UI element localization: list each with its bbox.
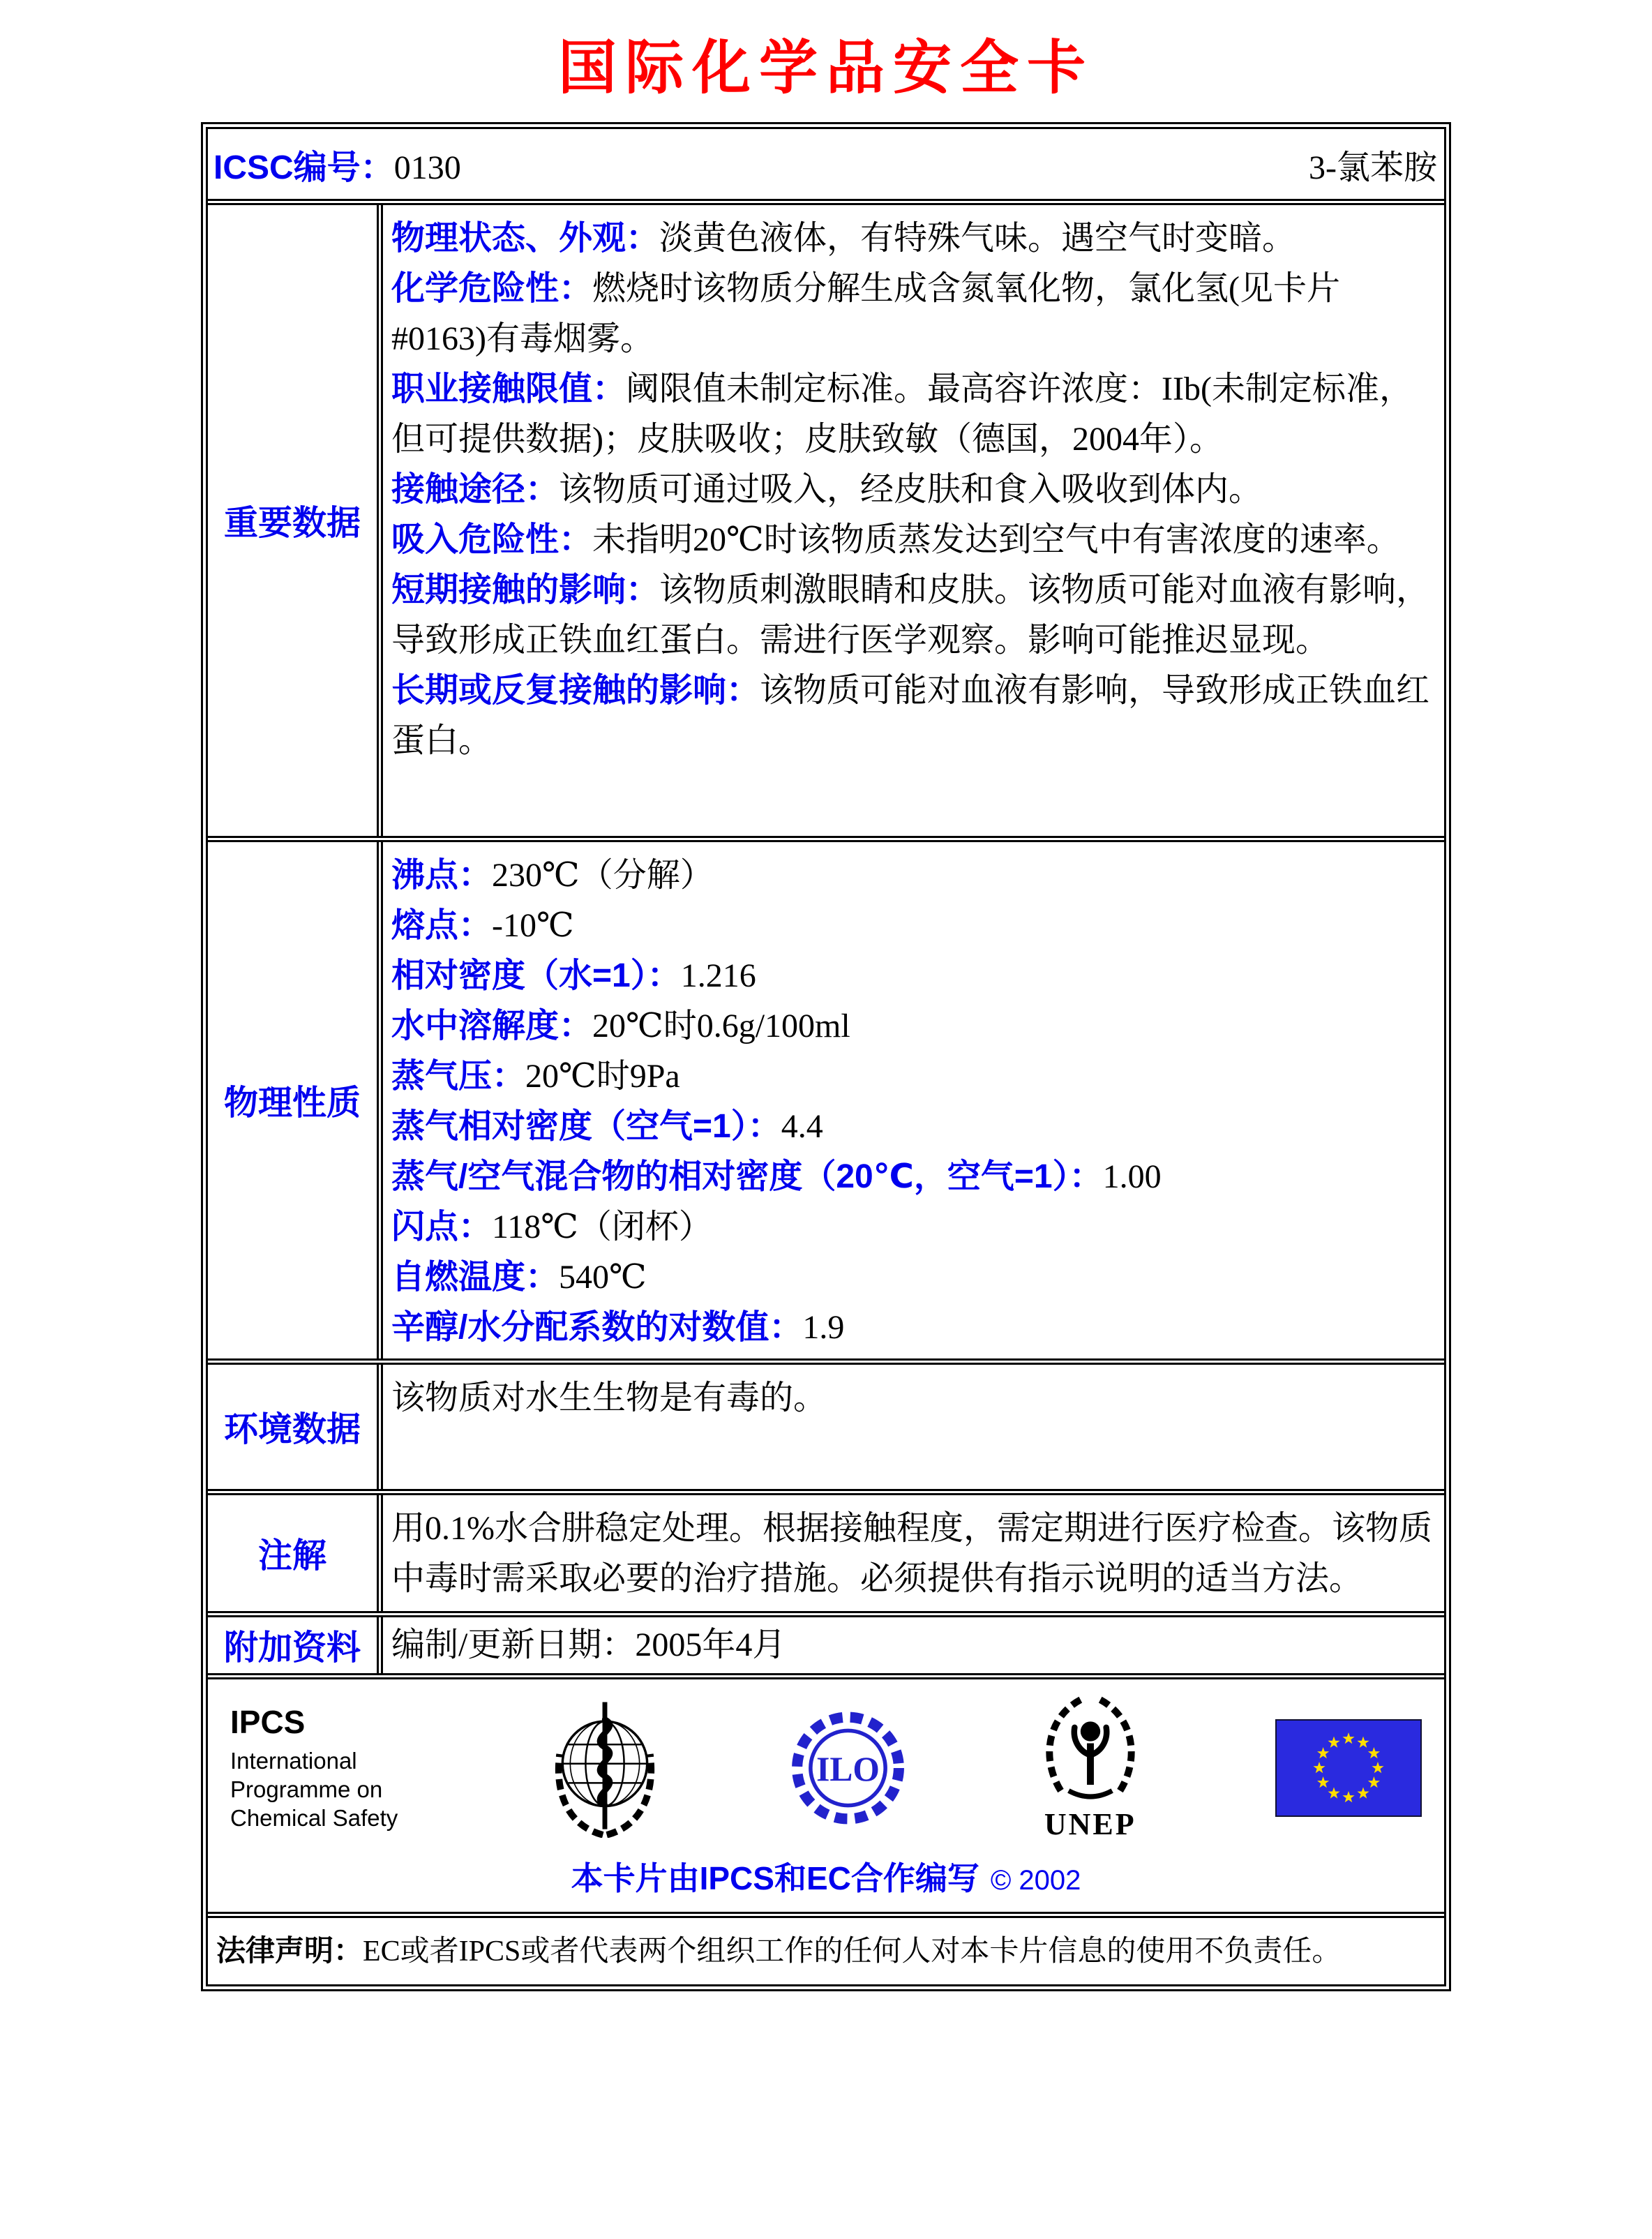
property-value: 20℃时0.6g/100ml [592,1008,850,1044]
ipcs-title: IPCS [230,1704,306,1740]
property-line [391,851,1433,901]
property-value: 该物质可能对血液有影响，导致形成正铁血红蛋白。 [391,672,1430,759]
environmental-data-content [383,1365,1444,1489]
ipcs-subtitle-line: International [230,1748,357,1774]
logos-line [226,1693,1426,1842]
property-line [391,1051,1433,1102]
property-value: 540℃ [559,1259,647,1296]
section-label-environmental-data [208,1365,383,1489]
notes-text: 用0.1%水合肼稳定处理。根据接触程度，需定期进行医疗检查。该物质中毒时需采取必要的治疗措施。必须提供有指示说明的适当方法。 [391,1510,1432,1597]
property-line [391,364,1433,465]
icsc-card [201,122,1451,1991]
unep-block [1031,1693,1150,1842]
legal-text: EC或者IPCS或者代表两个组织工作的任何人对本卡片信息的使用不负责任。 [363,1935,1342,1968]
property-line [391,1252,1433,1303]
property-line [391,1202,1433,1252]
eu-flag-icon [1275,1719,1422,1817]
property-value: 20℃时9Pa [525,1058,680,1095]
property-label: 长期或反复接触的影响： [391,672,760,709]
unep-text: UNEP [1044,1807,1136,1841]
icsc-number-label: ICSC编号： [213,149,394,186]
property-line [391,515,1433,565]
property-value: 118℃（闭杯） [492,1208,712,1245]
property-label: 职业接触限值： [391,370,626,407]
who-logo-icon [546,1698,664,1838]
property-line [391,666,1433,766]
property-label: 相对密度（水=1）： [391,957,681,994]
section-label-additional-info [208,1617,383,1673]
property-value: 1.00 [1102,1158,1162,1195]
ipcs-subtitle-line: Programme on [230,1776,383,1802]
header-row [208,129,1444,199]
property-value: 该物质刺激眼睛和皮肤。该物质可能对血液有影响，导致形成正铁血红蛋白。需进行医学观察。影响可能推迟显现。 [391,571,1430,659]
notes-row [208,1489,1444,1611]
property-value: 淡黄色液体，有特殊气味。遇空气时变暗。 [659,220,1296,257]
legal-row [208,1912,1444,1984]
notes-content [383,1495,1444,1611]
property-line [391,1152,1433,1202]
property-value: 230℃（分解） [492,857,714,894]
property-line [391,1001,1433,1051]
environmental-data-text: 该物质对水生生物是有毒的。 [391,1379,827,1416]
property-label: 沸点： [391,857,493,894]
ipcs-block [230,1703,420,1832]
property-value: 未指明20℃时该物质蒸发达到空气中有害浓度的速率。 [592,521,1400,558]
property-label: 熔点： [391,907,493,944]
property-label: 自燃温度： [391,1259,560,1296]
property-line [391,1102,1433,1152]
page-title: 国际化学品安全卡 [557,35,1094,100]
property-line [391,465,1433,515]
section-label-notes [208,1495,383,1611]
property-value: 燃烧时该物质分解生成含氮氧化物，氯化氢(见卡片#0163)有毒烟雾。 [391,270,1341,357]
property-value: 1.9 [802,1309,845,1346]
property-value: -10℃ [492,907,574,944]
additional-info-content [383,1617,1444,1673]
footer-caption [226,1853,1426,1899]
property-label: 化学危险性： [391,270,593,307]
legal-label: 法律声明： [216,1934,363,1967]
property-line [391,951,1433,1001]
section-label-text: 附加资料 [223,1629,361,1667]
property-line [391,214,1433,264]
physical-properties-content [383,842,1444,1358]
unep-logo-icon [1031,1693,1150,1805]
environmental-data-row [208,1358,1444,1489]
property-value: 1.216 [680,957,756,994]
property-label: 辛醇/水分配系数的对数值： [391,1309,803,1346]
property-value: 4.4 [781,1108,823,1145]
property-line [391,264,1433,364]
property-label: 物理状态、外观： [391,220,660,257]
physical-properties-row [208,836,1444,1358]
icsc-number-value: 0130 [393,149,461,186]
footer-caption-text: 本卡片由IPCS和EC合作编写 [571,1860,979,1896]
icsc-number-group [213,140,461,188]
property-value: 阈限值未制定标准。最高容许浓度：IIb(未制定标准，但可提供数据)；皮肤吸收；皮肤致敏（德国，2004年）。 [391,370,1413,458]
property-line [391,565,1433,666]
property-value: 该物质可通过吸入，经皮肤和食入吸收到体内。 [559,471,1263,508]
section-label-important-data [208,205,383,836]
property-label: 水中溶解度： [391,1008,593,1044]
section-label-text: 物理性质 [223,1084,361,1122]
property-label: 短期接触的影响： [391,571,660,608]
section-label-text: 重要数据 [223,504,361,542]
ipcs-subtitle-line: Chemical Safety [230,1805,398,1831]
property-label: 蒸气/空气混合物的相对密度（20℃，空气=1）： [391,1158,1103,1195]
section-label-text: 环境数据 [223,1411,361,1448]
property-label: 蒸气压： [391,1058,526,1095]
property-line [391,901,1433,951]
property-label: 闪点： [391,1208,493,1245]
ilo-logo-icon [790,1702,906,1834]
chemical-name: 3-氯苯胺 [1309,149,1437,186]
property-label: 蒸气相对密度（空气=1）： [391,1108,781,1145]
property-label: 吸入危险性： [391,521,593,558]
footer-copyright: © 2002 [990,1865,1081,1896]
important-data-row [208,199,1444,836]
section-label-text: 注解 [257,1537,326,1575]
logos-row [208,1673,1444,1912]
important-data-content [383,205,1444,836]
property-label: 接触途径： [391,471,560,508]
property-line [391,1303,1433,1353]
ilo-text: ILO [816,1749,880,1788]
additional-info-text: 编制/更新日期：2005年4月 [391,1626,786,1663]
section-label-physical-properties [208,842,383,1358]
additional-info-row [208,1611,1444,1673]
